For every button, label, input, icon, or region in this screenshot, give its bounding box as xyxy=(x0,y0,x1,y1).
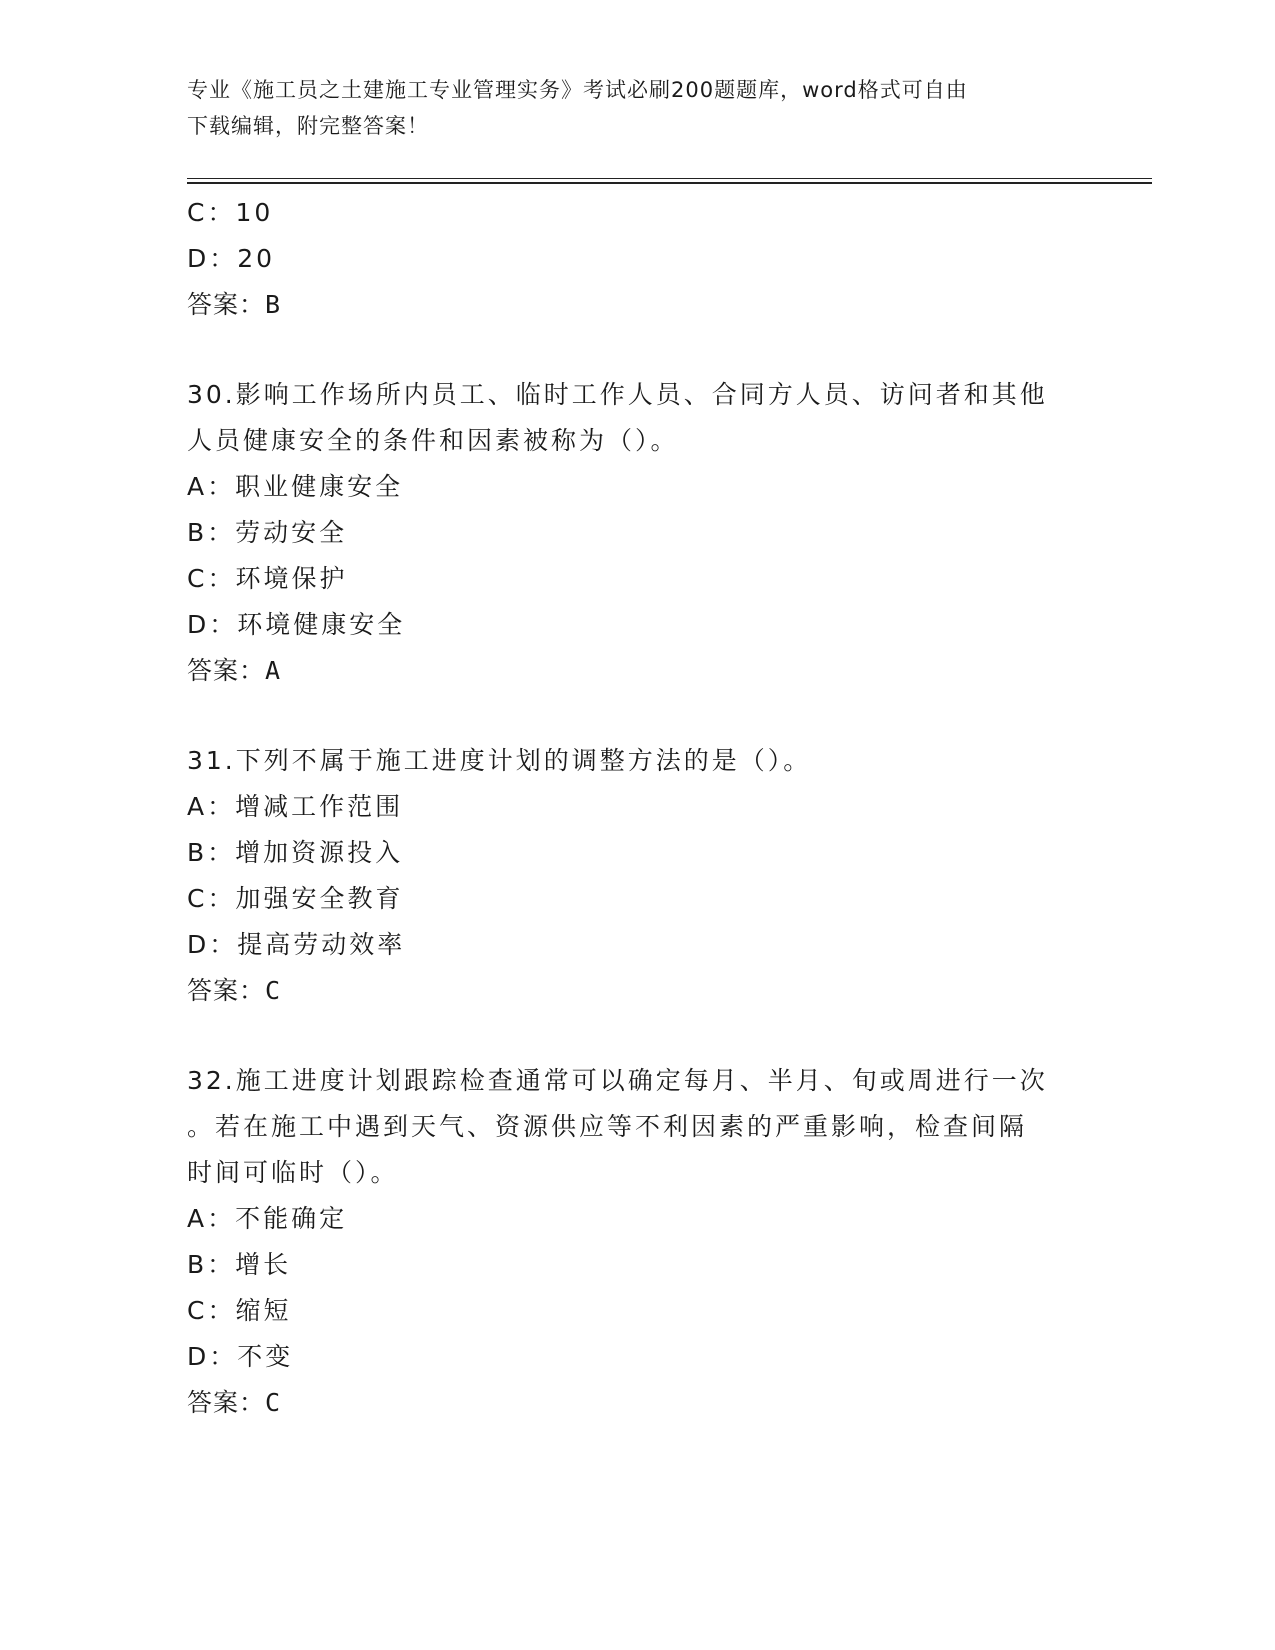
question-text-line: 32.施工进度计划跟踪检查通常可以确定每月、半月、旬或周进行一次 xyxy=(187,1066,1048,1095)
answer-value: A xyxy=(265,656,282,685)
answer-label: 答案： xyxy=(187,290,266,319)
answer-label: 答案： xyxy=(187,1388,266,1417)
option-b xyxy=(187,830,1087,876)
spacer xyxy=(187,1014,1087,1058)
option-text: 缩短 xyxy=(235,1296,292,1325)
document-body xyxy=(187,190,1087,1426)
option-key: A： xyxy=(187,472,236,501)
option-d xyxy=(187,236,1087,282)
question-32 xyxy=(187,1058,1087,1426)
option-text: 环境保护 xyxy=(235,564,348,593)
option-text: 增减工作范围 xyxy=(235,792,404,821)
option-key: C： xyxy=(187,1296,236,1325)
answer-value: B xyxy=(265,290,282,319)
option-text: 职业健康安全 xyxy=(235,472,404,501)
spacer xyxy=(187,328,1087,372)
question-text-line: 时间可临时（）。 xyxy=(187,1158,399,1187)
option-text: 增加资源投入 xyxy=(235,838,404,867)
option-key: B： xyxy=(187,518,236,547)
question-text-line: 31.下列不属于施工进度计划的调整方法的是（）。 xyxy=(187,746,812,775)
answer-line xyxy=(187,1380,1087,1426)
option-text: 20 xyxy=(237,244,276,273)
answer-line xyxy=(187,648,1087,694)
answer-label: 答案： xyxy=(187,976,266,1005)
question-text-line: 。若在施工中遇到天气、资源供应等不利因素的严重影响，检查间隔 xyxy=(187,1112,1028,1141)
option-text: 10 xyxy=(235,198,274,227)
option-c xyxy=(187,190,1087,236)
header-divider-thin xyxy=(187,178,1152,179)
option-key: C： xyxy=(187,198,236,227)
option-key: D： xyxy=(187,244,238,273)
answer-line xyxy=(187,282,1087,328)
option-c xyxy=(187,1288,1087,1334)
option-b xyxy=(187,510,1087,556)
document-header xyxy=(187,72,1087,144)
option-key: D： xyxy=(187,930,238,959)
option-d xyxy=(187,1334,1087,1380)
answer-value: C xyxy=(265,976,282,1005)
option-a xyxy=(187,464,1087,510)
option-b xyxy=(187,1242,1087,1288)
header-line-1: 专业《施工员之土建施工专业管理实务》考试必刷200题题库，word格式可自由 xyxy=(187,78,968,102)
option-key: C： xyxy=(187,884,236,913)
option-c xyxy=(187,556,1087,602)
option-text: 提高劳动效率 xyxy=(237,930,406,959)
question-31 xyxy=(187,738,1087,1014)
option-text: 不变 xyxy=(237,1342,294,1371)
header-divider-thick xyxy=(187,182,1152,184)
option-key: A： xyxy=(187,792,236,821)
option-key: C： xyxy=(187,564,236,593)
option-text: 不能确定 xyxy=(235,1204,348,1233)
option-d xyxy=(187,922,1087,968)
answer-value: C xyxy=(265,1388,282,1417)
spacer xyxy=(187,694,1087,738)
option-key: B： xyxy=(187,1250,236,1279)
header-line-2: 下载编辑，附完整答案！ xyxy=(187,114,429,138)
option-d xyxy=(187,602,1087,648)
option-text: 环境健康安全 xyxy=(237,610,406,639)
option-key: D： xyxy=(187,610,238,639)
option-key: A： xyxy=(187,1204,236,1233)
answer-line xyxy=(187,968,1087,1014)
question-29-continued xyxy=(187,190,1087,328)
answer-label: 答案： xyxy=(187,656,266,685)
option-key: D： xyxy=(187,1342,238,1371)
option-a xyxy=(187,1196,1087,1242)
option-c xyxy=(187,876,1087,922)
question-30 xyxy=(187,372,1087,694)
option-key: B： xyxy=(187,838,236,867)
question-text-line: 人员健康安全的条件和因素被称为（）。 xyxy=(187,426,679,455)
option-text: 加强安全教育 xyxy=(235,884,404,913)
option-text: 增长 xyxy=(235,1250,292,1279)
question-text-line: 30.影响工作场所内员工、临时工作人员、合同方人员、访问者和其他 xyxy=(187,380,1048,409)
option-text: 劳动安全 xyxy=(235,518,348,547)
option-a xyxy=(187,784,1087,830)
